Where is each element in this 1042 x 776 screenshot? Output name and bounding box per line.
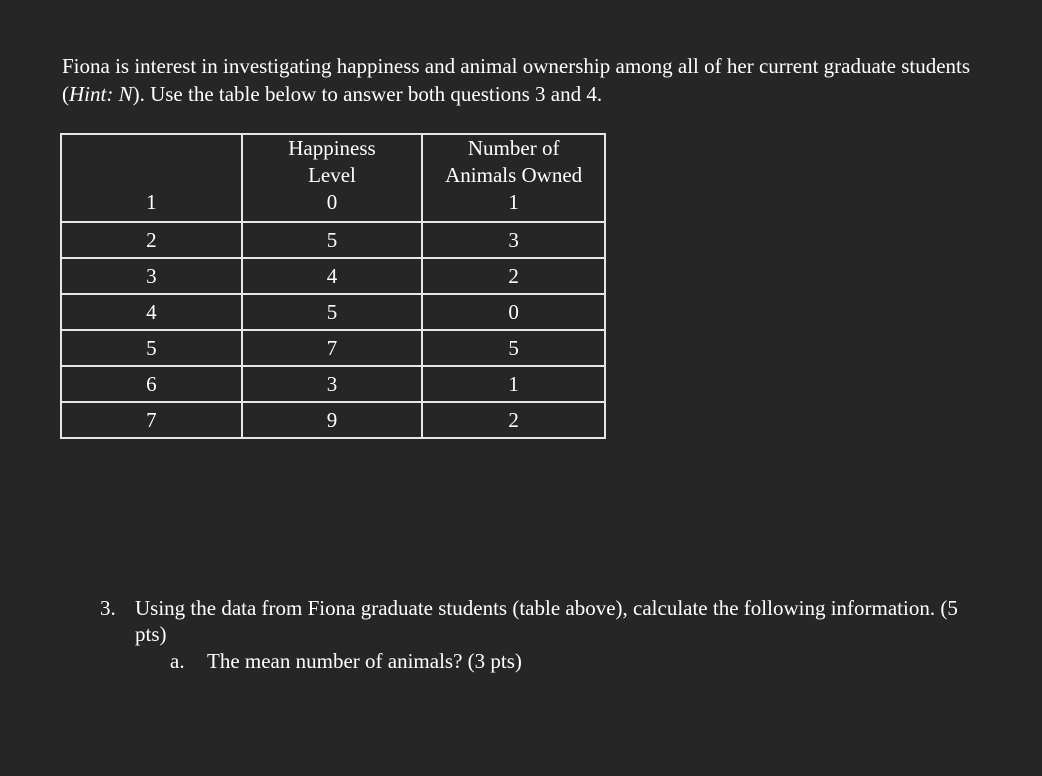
header-cell-student [61,134,242,189]
cell-happiness: 7 [242,330,423,366]
table-row [61,330,605,366]
data-table [60,133,606,439]
table-row [61,294,605,330]
question-3 [100,595,980,674]
header-happiness-line2: Level [308,163,356,187]
cell-student: 5 [61,330,242,366]
cell-happiness: 3 [242,366,423,402]
cell-student: 7 [61,402,242,438]
intro-text-part2: ). Use the table below to answer both questions 3 and 4. [132,82,603,106]
cell-student: 3 [61,258,242,294]
cell-happiness: 5 [242,222,423,258]
cell-happiness: 4 [242,258,423,294]
cell-animals: 0 [422,294,605,330]
hint-text: Hint: N [69,82,133,106]
intro-text-part1: Fiona is interest in investigating happiness and animal ownership among all of her current graduate students ( [62,54,971,106]
table-row [61,366,605,402]
table-row [61,402,605,438]
header-cell-happiness [242,134,423,189]
cell-animals: 2 [422,258,605,294]
sub-question-letter: a. [170,649,185,673]
table-row [61,189,605,222]
table-header-row [61,134,605,189]
question-text: Using the data from Fiona graduate students (table above), calculate the following information. (5 pts) [135,596,958,646]
cell-happiness: 0 [242,189,423,222]
cell-animals: 1 [422,189,605,222]
header-happiness-line1: Happiness [288,136,376,160]
question-number: 3. [100,596,116,620]
cell-happiness: 9 [242,402,423,438]
cell-student: 6 [61,366,242,402]
table-row [61,258,605,294]
header-animals-line2: Animals Owned [445,163,583,187]
intro-paragraph [62,52,982,108]
table-row [61,222,605,258]
cell-happiness: 5 [242,294,423,330]
cell-animals: 5 [422,330,605,366]
cell-student: 1 [61,189,242,222]
cell-animals: 2 [422,402,605,438]
cell-animals: 3 [422,222,605,258]
header-cell-animals [422,134,605,189]
sub-question-text: The mean number of animals? (3 pts) [207,649,522,673]
cell-student: 4 [61,294,242,330]
header-animals-line1: Number of [467,136,560,160]
cell-student: 2 [61,222,242,258]
cell-animals: 1 [422,366,605,402]
